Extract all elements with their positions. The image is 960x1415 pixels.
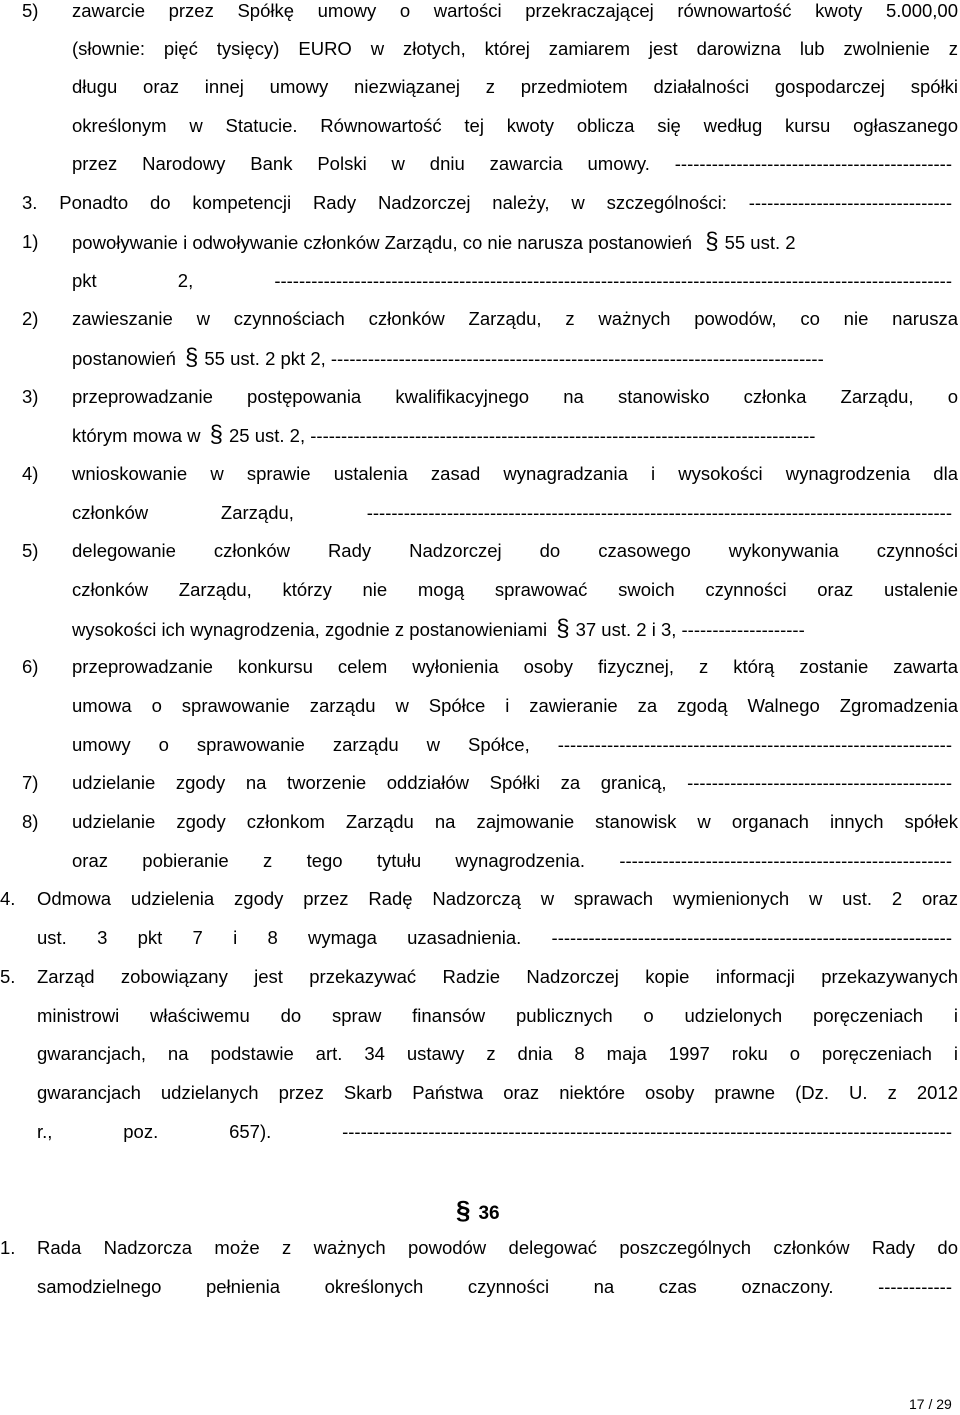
para-5-line-1: Zarząd zobowiązany jest przekazywać Radzie Nadzorczej kopie informacji przekazywanych [37, 966, 958, 987]
section-36-heading [456, 1195, 500, 1226]
item-5-line-3-text: wysokości ich wynagrodzenia, zgodnie z postanowieniami [72, 619, 548, 640]
item-1-number: 1) [22, 231, 39, 252]
item-5-number: 5) [22, 540, 39, 561]
item-4-line-2: członków Zarządu, ----------------------------------------------------------------------------------------------- [72, 502, 952, 523]
item-7-number: 7) [22, 772, 39, 793]
item-8-line-1: udzielanie zgody członkom Zarządu na zajmowanie stanowisk w organach innych spółek [72, 811, 958, 832]
para-4-line-2: ust. 3 pkt 7 i 8 wymaga uzasadnienia. ----------------------------------------------------------------- [37, 927, 952, 948]
item-5-top-number: 5) [22, 0, 39, 21]
item-1-line-1-text: powoływanie i odwoływanie członków Zarządu, co nie narusza postanowień [72, 232, 693, 253]
item-3-ref: 25 ust. 2, ---------------------------------------------------------------------------------- [229, 425, 816, 446]
item-8-number: 8) [22, 811, 39, 832]
para-5-line-3: gwarancjach, na podstawie art. 34 ustawy z dnia 8 maja 1997 roku o poręczeniach i [37, 1043, 958, 1064]
para-36-1-number: 1. [0, 1237, 16, 1258]
item-5-top-line-1: zawarcie przez Spółkę umowy o wartości przekraczającej równowartość kwoty 5.000,00 [72, 0, 958, 21]
page-number: 17 / 29 [909, 1396, 952, 1412]
item-2-line-2 [72, 347, 952, 369]
item-4-number: 4) [22, 463, 39, 484]
item-8-line-2: oraz pobieranie z tego tytułu wynagrodzenia. ------------------------------------------------------ [72, 850, 952, 871]
item-1-line-1 [72, 231, 958, 253]
item-5-top-line-3: długu oraz innej umowy niezwiązanej z przedmiotem działalności gospodarczej spółki [72, 76, 958, 97]
item-5-top-line-4: określonym w Statucie. Równowartość tej kwoty oblicza się według kursu ogłaszanego [72, 115, 958, 136]
item-2-line-2-text: postanowień [72, 348, 176, 369]
section-sign-icon: § [209, 424, 223, 446]
para-3-line: 3. Ponadto do kompetencji Rady Nadzorczej należy, w szczególności: --------------------------------- [22, 192, 952, 213]
item-4-line-1: wnioskowanie w sprawie ustalenia zasad wynagradzania i wysokości wynagrodzenia dla [72, 463, 958, 484]
item-5-top-line-2: (słownie: pięć tysięcy) EURO w złotych, której zamiarem jest darowizna lub zwolnienie z [72, 38, 958, 59]
item-1-ref: 55 ust. 2 [724, 232, 796, 253]
item-5-line-2: członków Zarządu, którzy nie mogą sprawować swoich czynności oraz ustalenie [72, 579, 958, 600]
item-6-line-1: przeprowadzanie konkursu celem wyłonienia osoby fizycznej, z którą zostanie zawarta [72, 656, 958, 677]
item-6-number: 6) [22, 656, 39, 677]
item-5-line-3 [72, 618, 952, 640]
item-3-line-2 [72, 424, 952, 446]
section-36-number: 36 [478, 1203, 500, 1224]
section-sign-icon: § [556, 618, 570, 640]
item-2-number: 2) [22, 308, 39, 329]
para-5-line-5: r., poz. 657). --------------------------------------------------------------------------------------------------- [37, 1121, 952, 1142]
item-3-number: 3) [22, 386, 39, 407]
item-7-line-1: udzielanie zgody na tworzenie oddziałów Spółki za granicą, ------------------------------------------- [72, 772, 952, 793]
item-6-line-3: umowy o sprawowanie zarządu w Spółce, ---------------------------------------------------------------- [72, 734, 952, 755]
para-4-line-1: Odmowa udzielenia zgody przez Radę Nadzorczą w sprawach wymienionych w ust. 2 oraz [37, 888, 958, 909]
section-sign-icon: § [456, 1195, 471, 1225]
para-5-number: 5. [0, 966, 16, 987]
section-sign-icon: § [185, 347, 199, 369]
item-2-ref: 55 ust. 2 pkt 2, -------------------------------------------------------------------------------- [204, 348, 824, 369]
para-5-line-4: gwarancjach udzielanych przez Skarb Państwa oraz niektóre osoby prawne (Dz. U. z 2012 [37, 1082, 958, 1103]
para-36-1-line-2: samodzielnego pełnienia określonych czynności na czas oznaczony. ------------ [37, 1276, 952, 1297]
para-5-line-2: ministrowi właściwemu do spraw finansów publicznych o udzielonych poręczeniach i [37, 1005, 958, 1026]
section-sign-icon: § [705, 231, 719, 253]
item-5-top-line-5: przez Narodowy Bank Polski w dniu zawarcia umowy. --------------------------------------------- [72, 153, 952, 174]
item-5-line-1: delegowanie członków Rady Nadzorczej do czasowego wykonywania czynności [72, 540, 958, 561]
para-36-1-line-1: Rada Nadzorcza może z ważnych powodów delegować poszczególnych członków Rady do [37, 1237, 958, 1258]
para-4-number: 4. [0, 888, 16, 909]
item-2-line-1: zawieszanie w czynnościach członków Zarządu, z ważnych powodów, co nie narusza [72, 308, 958, 329]
item-3-line-1: przeprowadzanie postępowania kwalifikacyjnego na stanowisko członka Zarządu, o [72, 386, 958, 407]
item-6-line-2: umowa o sprawowanie zarządu w Spółce i zawieranie za zgodą Walnego Zgromadzenia [72, 695, 958, 716]
item-1-line-2: pkt 2, -------------------------------------------------------------------------------------------------------------- [72, 270, 952, 291]
item-5-ref: 37 ust. 2 i 3, -------------------- [575, 619, 805, 640]
item-3-line-2-text: którym mowa w [72, 425, 201, 446]
